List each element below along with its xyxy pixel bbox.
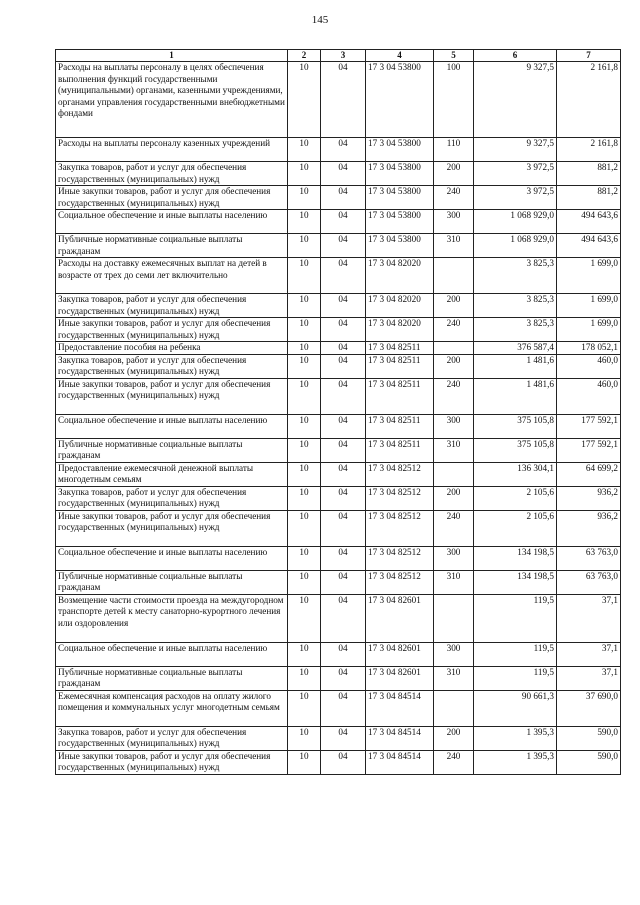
- target-article-code: 17 3 04 82511: [366, 354, 434, 378]
- amount-column-6: 1 395,3: [474, 750, 557, 774]
- column-header: 6: [474, 50, 557, 62]
- table-row: [56, 666, 621, 690]
- expense-type-code: [434, 342, 474, 355]
- amount-column-7: 2 161,8: [557, 62, 621, 138]
- amount-column-6: 2 105,6: [474, 510, 557, 546]
- amount-column-6: 134 198,5: [474, 570, 557, 594]
- expense-item-name: Закупка товаров, работ и услуг для обеспечения государственных (муниципальных) нужд: [56, 726, 288, 750]
- expense-type-code: 240: [434, 378, 474, 414]
- expense-type-code: 240: [434, 186, 474, 210]
- expense-item-name: Публичные нормативные социальные выплаты гражданам: [56, 666, 288, 690]
- expense-type-code: 300: [434, 546, 474, 570]
- amount-column-6: 119,5: [474, 594, 557, 642]
- subsection-code: 04: [321, 510, 366, 546]
- section-code: 10: [288, 690, 321, 726]
- table-row: [56, 570, 621, 594]
- amount-column-7: 1 699,0: [557, 318, 621, 342]
- expense-type-code: [434, 258, 474, 294]
- target-article-code: 17 3 04 53800: [366, 62, 434, 138]
- table-row: [56, 486, 621, 510]
- subsection-code: 04: [321, 210, 366, 234]
- amount-column-7: 37,1: [557, 666, 621, 690]
- table-row: [56, 546, 621, 570]
- subsection-code: 04: [321, 462, 366, 486]
- expense-type-code: [434, 594, 474, 642]
- amount-column-7: 936,2: [557, 486, 621, 510]
- subsection-code: 04: [321, 62, 366, 138]
- expense-item-name: Предоставление пособия на ребенка: [56, 342, 288, 355]
- table-row: [56, 462, 621, 486]
- section-code: 10: [288, 162, 321, 186]
- amount-column-7: 2 161,8: [557, 138, 621, 162]
- table-row: [56, 642, 621, 666]
- expense-item-name: Возмещение части стоимости проезда на междугородном транспорте детей к месту санаторно-курортного лечения или оздоровления: [56, 594, 288, 642]
- subsection-code: 04: [321, 570, 366, 594]
- amount-column-7: 1 699,0: [557, 258, 621, 294]
- amount-column-7: 494 643,6: [557, 234, 621, 258]
- section-code: 10: [288, 570, 321, 594]
- column-header: 7: [557, 50, 621, 62]
- amount-column-6: 3 825,3: [474, 318, 557, 342]
- target-article-code: 17 3 04 82511: [366, 342, 434, 355]
- target-article-code: 17 3 04 53800: [366, 186, 434, 210]
- section-code: 10: [288, 642, 321, 666]
- subsection-code: 04: [321, 186, 366, 210]
- expense-item-name: Предоставление ежемесячной денежной выплаты многодетным семьям: [56, 462, 288, 486]
- expense-type-code: 300: [434, 642, 474, 666]
- expense-type-code: [434, 690, 474, 726]
- expense-type-code: 300: [434, 414, 474, 438]
- expense-type-code: 240: [434, 510, 474, 546]
- section-code: 10: [288, 750, 321, 774]
- expense-type-code: 110: [434, 138, 474, 162]
- amount-column-6: 2 105,6: [474, 486, 557, 510]
- amount-column-7: 460,0: [557, 378, 621, 414]
- expense-type-code: 310: [434, 570, 474, 594]
- expense-item-name: Социальное обеспечение и иные выплаты населению: [56, 642, 288, 666]
- expense-type-code: 300: [434, 210, 474, 234]
- table-row: [56, 258, 621, 294]
- target-article-code: 17 3 04 82512: [366, 462, 434, 486]
- amount-column-6: 119,5: [474, 666, 557, 690]
- subsection-code: 04: [321, 414, 366, 438]
- target-article-code: 17 3 04 82511: [366, 378, 434, 414]
- amount-column-6: 3 972,5: [474, 162, 557, 186]
- expense-item-name: Закупка товаров, работ и услуг для обеспечения государственных (муниципальных) нужд: [56, 162, 288, 186]
- amount-column-6: 1 068 929,0: [474, 234, 557, 258]
- section-code: 10: [288, 62, 321, 138]
- section-code: 10: [288, 258, 321, 294]
- table-row: [56, 294, 621, 318]
- column-header: 2: [288, 50, 321, 62]
- column-header: 4: [366, 50, 434, 62]
- amount-column-7: 37,1: [557, 642, 621, 666]
- section-code: 10: [288, 318, 321, 342]
- amount-column-6: 3 825,3: [474, 258, 557, 294]
- amount-column-6: 9 327,5: [474, 138, 557, 162]
- target-article-code: 17 3 04 82601: [366, 642, 434, 666]
- section-code: 10: [288, 186, 321, 210]
- target-article-code: 17 3 04 84514: [366, 750, 434, 774]
- expense-item-name: Закупка товаров, работ и услуг для обеспечения государственных (муниципальных) нужд: [56, 294, 288, 318]
- expense-item-name: Иные закупки товаров, работ и услуг для обеспечения государственных (муниципальных) нужд: [56, 378, 288, 414]
- table-row: [56, 234, 621, 258]
- target-article-code: 17 3 04 82512: [366, 510, 434, 546]
- section-code: 10: [288, 546, 321, 570]
- expense-type-code: 200: [434, 162, 474, 186]
- target-article-code: 17 3 04 82601: [366, 666, 434, 690]
- expense-type-code: 310: [434, 234, 474, 258]
- expense-item-name: Закупка товаров, работ и услуг для обеспечения государственных (муниципальных) нужд: [56, 486, 288, 510]
- table-header-row: [56, 50, 621, 62]
- amount-column-7: 63 763,0: [557, 570, 621, 594]
- target-article-code: 17 3 04 82511: [366, 414, 434, 438]
- amount-column-7: 881,2: [557, 162, 621, 186]
- expense-type-code: 240: [434, 750, 474, 774]
- expense-item-name: Закупка товаров, работ и услуг для обеспечения государственных (муниципальных) нужд: [56, 354, 288, 378]
- expense-item-name: Социальное обеспечение и иные выплаты населению: [56, 546, 288, 570]
- section-code: 10: [288, 342, 321, 355]
- section-code: 10: [288, 510, 321, 546]
- section-code: 10: [288, 294, 321, 318]
- subsection-code: 04: [321, 750, 366, 774]
- expense-type-code: 310: [434, 666, 474, 690]
- expense-type-code: 240: [434, 318, 474, 342]
- subsection-code: 04: [321, 318, 366, 342]
- expense-type-code: 200: [434, 726, 474, 750]
- amount-column-6: 9 327,5: [474, 62, 557, 138]
- subsection-code: 04: [321, 438, 366, 462]
- subsection-code: 04: [321, 666, 366, 690]
- section-code: 10: [288, 414, 321, 438]
- amount-column-7: 460,0: [557, 354, 621, 378]
- expense-item-name: Социальное обеспечение и иные выплаты населению: [56, 414, 288, 438]
- table-row: [56, 210, 621, 234]
- expense-item-name: Публичные нормативные социальные выплаты гражданам: [56, 234, 288, 258]
- subsection-code: 04: [321, 234, 366, 258]
- expense-type-code: 200: [434, 486, 474, 510]
- target-article-code: 17 3 04 53800: [366, 210, 434, 234]
- subsection-code: 04: [321, 354, 366, 378]
- subsection-code: 04: [321, 294, 366, 318]
- amount-column-6: 1 395,3: [474, 726, 557, 750]
- target-article-code: 17 3 04 82020: [366, 258, 434, 294]
- target-article-code: 17 3 04 82020: [366, 294, 434, 318]
- column-header: 3: [321, 50, 366, 62]
- section-code: 10: [288, 210, 321, 234]
- amount-column-7: 936,2: [557, 510, 621, 546]
- table-row: [56, 750, 621, 774]
- amount-column-7: 37,1: [557, 594, 621, 642]
- amount-column-6: 90 661,3: [474, 690, 557, 726]
- subsection-code: 04: [321, 546, 366, 570]
- table-row: [56, 62, 621, 138]
- expense-item-name: Расходы на доставку ежемесячных выплат на детей в возрасте от трех до семи лет включительно: [56, 258, 288, 294]
- target-article-code: 17 3 04 82020: [366, 318, 434, 342]
- amount-column-6: 376 587,4: [474, 342, 557, 355]
- table-row: [56, 162, 621, 186]
- table-row: [56, 690, 621, 726]
- table-row: [56, 438, 621, 462]
- column-header: 5: [434, 50, 474, 62]
- amount-column-6: 3 825,3: [474, 294, 557, 318]
- expense-item-name: Расходы на выплаты персоналу казенных учреждений: [56, 138, 288, 162]
- amount-column-7: 178 052,1: [557, 342, 621, 355]
- section-code: 10: [288, 378, 321, 414]
- expense-item-name: Публичные нормативные социальные выплаты гражданам: [56, 570, 288, 594]
- amount-column-7: 37 690,0: [557, 690, 621, 726]
- target-article-code: 17 3 04 82512: [366, 570, 434, 594]
- expense-item-name: Ежемесячная компенсация расходов на оплату жилого помещения и коммунальных услуг многодетным семьям: [56, 690, 288, 726]
- amount-column-7: 590,0: [557, 750, 621, 774]
- expense-item-name: Иные закупки товаров, работ и услуг для обеспечения государственных (муниципальных) нужд: [56, 750, 288, 774]
- section-code: 10: [288, 438, 321, 462]
- target-article-code: 17 3 04 53800: [366, 162, 434, 186]
- target-article-code: 17 3 04 84514: [366, 690, 434, 726]
- section-code: 10: [288, 462, 321, 486]
- subsection-code: 04: [321, 378, 366, 414]
- expense-type-code: [434, 462, 474, 486]
- table-row: [56, 594, 621, 642]
- subsection-code: 04: [321, 258, 366, 294]
- amount-column-6: 134 198,5: [474, 546, 557, 570]
- table-row: [56, 510, 621, 546]
- column-header: 1: [56, 50, 288, 62]
- amount-column-6: 375 105,8: [474, 414, 557, 438]
- expense-item-name: Публичные нормативные социальные выплаты гражданам: [56, 438, 288, 462]
- section-code: 10: [288, 666, 321, 690]
- target-article-code: 17 3 04 53800: [366, 234, 434, 258]
- subsection-code: 04: [321, 594, 366, 642]
- amount-column-6: 1 481,6: [474, 354, 557, 378]
- target-article-code: 17 3 04 82512: [366, 546, 434, 570]
- subsection-code: 04: [321, 162, 366, 186]
- page-number: 145: [311, 14, 329, 26]
- target-article-code: 17 3 04 82511: [366, 438, 434, 462]
- amount-column-6: 1 481,6: [474, 378, 557, 414]
- section-code: 10: [288, 234, 321, 258]
- amount-column-7: 177 592,1: [557, 414, 621, 438]
- table-row: [56, 378, 621, 414]
- amount-column-7: 177 592,1: [557, 438, 621, 462]
- table-row: [56, 414, 621, 438]
- subsection-code: 04: [321, 486, 366, 510]
- section-code: 10: [288, 726, 321, 750]
- table-row: [56, 726, 621, 750]
- expense-item-name: Иные закупки товаров, работ и услуг для обеспечения государственных (муниципальных) нужд: [56, 510, 288, 546]
- amount-column-7: 64 699,2: [557, 462, 621, 486]
- table-body: [56, 62, 621, 775]
- amount-column-6: 3 972,5: [474, 186, 557, 210]
- expense-item-name: Иные закупки товаров, работ и услуг для обеспечения государственных (муниципальных) нужд: [56, 186, 288, 210]
- amount-column-7: 881,2: [557, 186, 621, 210]
- expense-type-code: 310: [434, 438, 474, 462]
- target-article-code: 17 3 04 82601: [366, 594, 434, 642]
- target-article-code: 17 3 04 84514: [366, 726, 434, 750]
- target-article-code: 17 3 04 82512: [366, 486, 434, 510]
- expense-type-code: 100: [434, 62, 474, 138]
- subsection-code: 04: [321, 138, 366, 162]
- expense-item-name: Расходы на выплаты персоналу в целях обеспечения выполнения функций государственными (муниципальными) органами, казенными учреждениями, органами управления государственными внебюджетными фондами: [56, 62, 288, 138]
- amount-column-7: 590,0: [557, 726, 621, 750]
- table-row: [56, 186, 621, 210]
- expense-type-code: 200: [434, 294, 474, 318]
- amount-column-7: 1 699,0: [557, 294, 621, 318]
- amount-column-7: 63 763,0: [557, 546, 621, 570]
- table-row: [56, 342, 621, 355]
- budget-table: [55, 49, 621, 775]
- table-row: [56, 354, 621, 378]
- subsection-code: 04: [321, 342, 366, 355]
- subsection-code: 04: [321, 726, 366, 750]
- expense-item-name: Социальное обеспечение и иные выплаты населению: [56, 210, 288, 234]
- table-row: [56, 318, 621, 342]
- section-code: 10: [288, 594, 321, 642]
- amount-column-6: 136 304,1: [474, 462, 557, 486]
- target-article-code: 17 3 04 53800: [366, 138, 434, 162]
- section-code: 10: [288, 486, 321, 510]
- table-row: [56, 138, 621, 162]
- subsection-code: 04: [321, 642, 366, 666]
- amount-column-6: 119,5: [474, 642, 557, 666]
- expense-type-code: 200: [434, 354, 474, 378]
- section-code: 10: [288, 354, 321, 378]
- amount-column-7: 494 643,6: [557, 210, 621, 234]
- amount-column-6: 375 105,8: [474, 438, 557, 462]
- expense-item-name: Иные закупки товаров, работ и услуг для обеспечения государственных (муниципальных) нужд: [56, 318, 288, 342]
- amount-column-6: 1 068 929,0: [474, 210, 557, 234]
- subsection-code: 04: [321, 690, 366, 726]
- section-code: 10: [288, 138, 321, 162]
